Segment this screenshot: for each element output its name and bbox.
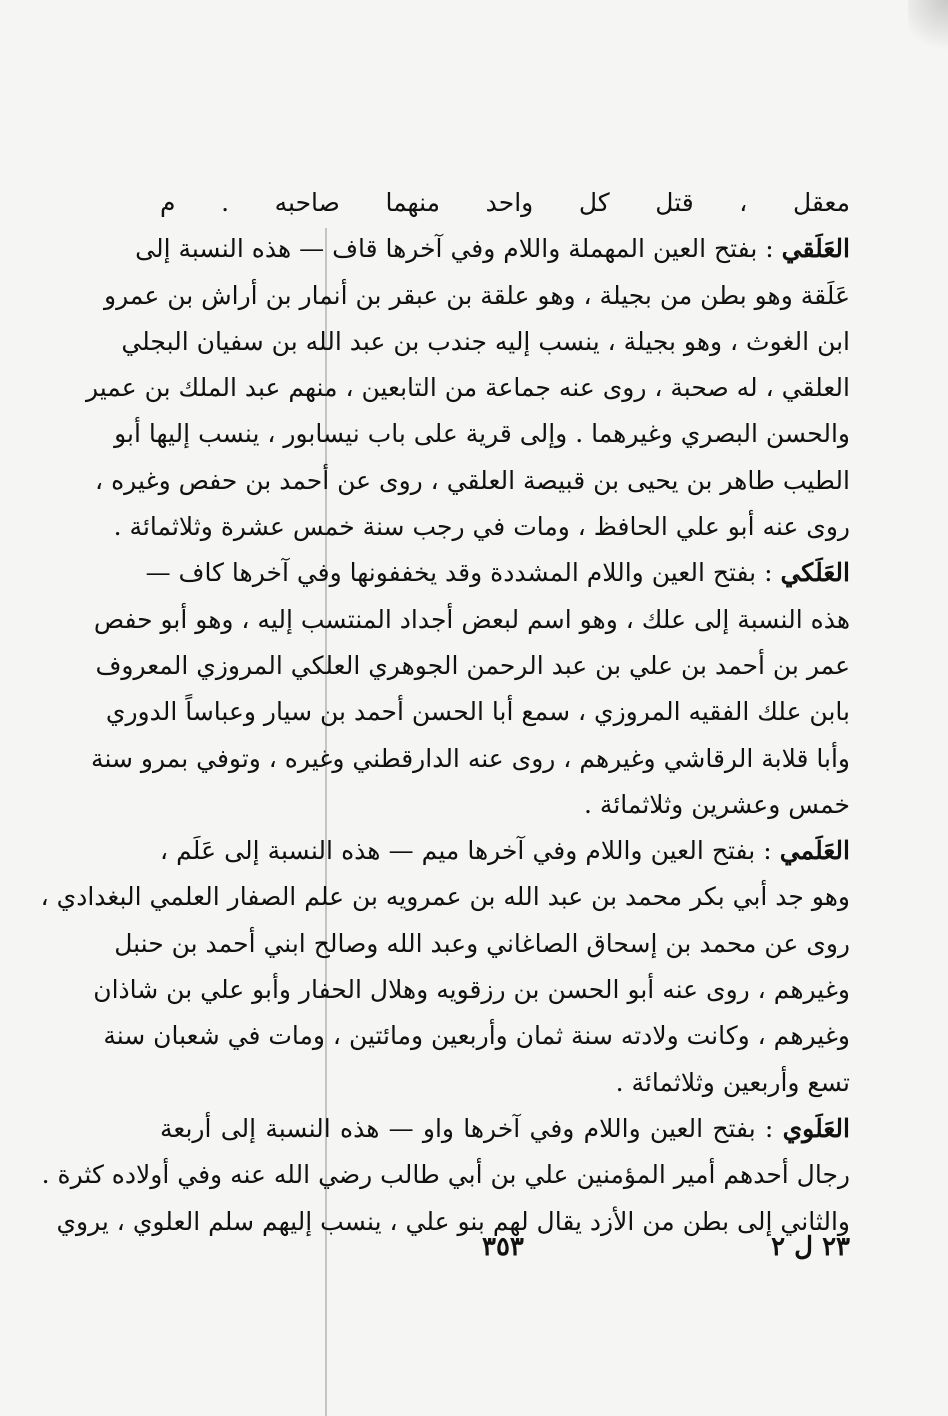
text-line: عمر بن أحمد بن علي بن عبد الرحمن الجوهري العلكي المروزي المعروف [95,650,850,680]
entry-definition: : بفتح العين واللام وفي آخرها ميم — هذه النسبة إلى عَلَم ، [160,836,780,866]
page-corner-shadow [908,0,948,60]
text-line: الطيب طاهر بن يحيى بن قبيصة العلقي ، روى عن أحمد بن حفص وغيره ، [95,465,850,495]
text-line: وغيرهم ، وكانت ولادته سنة ثمان وأربعين ومائتين ، ومات في شعبان سنة [103,1021,850,1051]
entry-line [160,828,850,874]
text-line: العلقي ، له صحبة ، روى عنه جماعة من التابعين ، منهم عبد الملك بن عمير [85,373,850,403]
text-line: وهو جد أبي بكر محمد بن عبد الله بن عمرويه بن علم الصفار العلمي البغدادي ، [40,882,850,912]
entry-line [145,550,850,596]
text-line: والثاني إلى بطن من الأزد يقال لهم بنو علي ، ينسب إليهم سلم العلوي ، يروي [56,1206,850,1236]
text-line: معقل ، قتل كل واحد منهما صاحبه . م [160,188,850,217]
body-text [40,180,850,1245]
text-line: خمس وعشرين وثلاثمائة . [584,789,850,819]
text-line: عَلَقة وهو بطن من بجيلة ، وهو علقة بن عبقر بن أنمار بن أراش بن عمرو [104,280,850,310]
page-number: ٣٥٣ [482,1232,524,1262]
text-line: ابن الغوث ، وهو بجيلة ، ينسب إليه جندب بن عبد الله بن سفيان البجلي [121,326,850,356]
entry-heading: العَلَوي [782,1113,850,1143]
entry-heading: العَلَقي [781,234,850,264]
entry-heading: العَلَمي [779,836,850,866]
text-line: والحسن البصري وغيرهما . وإلى قرية على باب نيسابور ، ينسب إليها أبو [114,419,850,449]
text-line: رجال أحدهم أمير المؤمنين علي بن أبي طالب رضي الله عنه وفي أولاده كثرة . [41,1160,850,1190]
entry-definition: : بفتح العين واللام وفي آخرها واو — هذه النسبة إلى أربعة [160,1113,783,1143]
text-line: هذه النسبة إلى علك ، وهو اسم لبعض أجداد المنتسب إليه ، وهو أبو حفص [93,604,850,634]
text-line: وأبا قلابة الرقاشي وغيرهم ، روى عنه الدارقطني وغيره ، وتوفي بمرو سنة [91,743,850,773]
signature-mark: ٢٣ ل ٢ [771,1232,850,1262]
text-line: روى عن محمد بن إسحاق الصاغاني وعبد الله وصالح ابني أحمد بن حنبل [114,928,850,958]
entry-definition: : بفتح العين المهملة واللام وفي آخرها قاف — هذه النسبة إلى [135,234,782,264]
text-line: بابن علك الفقيه المروزي ، سمع أبا الحسن أحمد بن سيار وعباساً الدوري [105,697,850,727]
text-line: روى عنه أبو علي الحافظ ، ومات في رجب سنة خمس عشرة وثلاثمائة . [113,512,850,542]
page-footer [160,1232,850,1272]
entry-line [135,226,850,272]
entry-line [160,1106,850,1152]
text-line: تسع وأربعين وثلاثمائة . [615,1067,850,1097]
entry-definition: : بفتح العين واللام المشددة وقد يخففونها وفي آخرها كاف — [145,558,781,588]
entry-heading: العَلَكي [780,558,850,588]
text-line: وغيرهم ، روى عنه أبو الحسن بن رزقويه وهلال الحفار وأبو علي بن شاذان [93,975,850,1005]
